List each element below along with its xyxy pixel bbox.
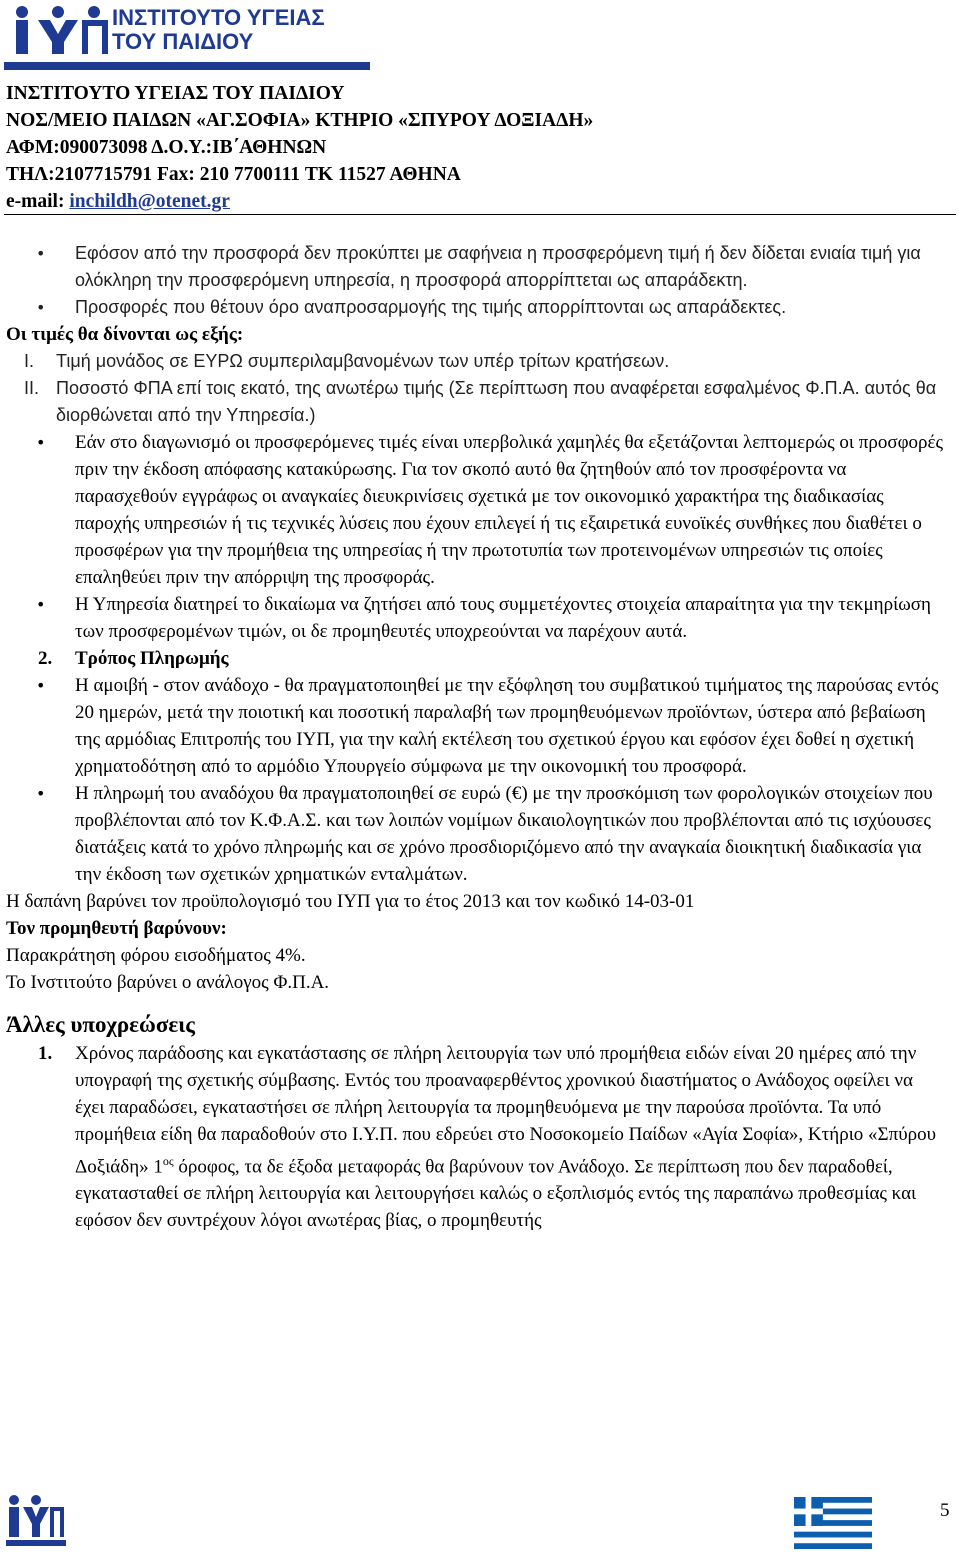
letterhead-details bbox=[6, 80, 593, 215]
greek-flag-icon bbox=[794, 1497, 872, 1549]
email-link[interactable]: inchildh@otenet.gr bbox=[69, 191, 230, 212]
bullet-item: • Εάν στο διαγωνισμό οι προσφερόμενες τιμές είναι υπερβολικά χαμηλές θα εξετάζονται λεπτομερώς οι προσφορές πριν την έκδοση απόφασης κατακύρωσης. Για τον σκοπό αυτό θα ζητηθούν από τον προσφέροντα να παρασχεθούν εγγράφως οι αναγκαίες διευκρινίσεις σχετικά με τον οικονομικό χαρακτήρα της διαδικασίας παροχής υπηρεσιών ή τις τεχνικές λύσεις που έχουν επιλεγεί ή τις εξαιρετικά ευνοϊκές συνθήκες που διαθέτει ο προσφέρων για την προμήθεια της υπηρεσίας ή την πρωτοτυπία των προτεινομένων υπηρεσιών τις οποίες επαληθεύει πριν την απόρριψη της προσφοράς. bbox=[0, 429, 960, 591]
roman-number: ΙΙ. bbox=[24, 378, 40, 398]
roman-item-2 bbox=[0, 375, 960, 429]
section-heading-payment bbox=[0, 645, 960, 672]
footer-iyp-logo-icon bbox=[6, 1494, 66, 1548]
roman-item-1 bbox=[0, 348, 960, 375]
logo-wordmark bbox=[112, 6, 325, 54]
supplier-heading: Τον προμηθευτή βαρύνουν: bbox=[6, 918, 227, 939]
prices-heading: Οι τιμές θα δίνονται ως εξής: bbox=[6, 324, 244, 345]
roman-number: Ι. bbox=[24, 351, 35, 371]
email-label: e-mail: bbox=[6, 191, 70, 212]
bullet-item: • Η πληρωμή του αναδόχου θα πραγματοποιηθεί σε ευρώ (€) με την προσκόμιση των φορολογικών στοιχείων που προβλέπονται από τον Κ.Φ.Α.Σ. και των λοιπών νομίμων δικαιολογητικών που προβλέπονται από τις ισχύουσες διατάξεις κατά το χρόνο πληρωμής και σε χρόνο προσδιοριζόμενο από την αναγκαία διοικητική διαδικασία για την έκδοση των σχετικών χρηματικών ενταλμάτων. bbox=[0, 780, 960, 888]
bullet-item: • Προσφορές που θέτουν όρο αναπροσαρμογής της τιμής απορρίπτονται ως απαράδεκτες. bbox=[0, 294, 960, 321]
obligation-item-1 bbox=[0, 1040, 960, 1234]
header-divider bbox=[4, 214, 956, 215]
vat-note: Το Ινστιτούτο βαρύνει ο ανάλογος Φ.Π.Α. bbox=[6, 972, 330, 993]
roman-text: Ποσοστό ΦΠΑ επί τοις εκατό, της ανωτέρω τιμής (Σε περίπτωση που αναφέρεται εσφαλμένος Φ.Π.Α. αυτός θα διορθώνεται από την Υπηρεσία.) bbox=[56, 378, 937, 425]
contact-phones: ΤΗΛ:2107715791 Fax: 210 7700111 ΤΚ 11527 ΑΘΗΝΑ bbox=[6, 164, 461, 185]
bullet-item: • Η αμοιβή - στον ανάδοχο - θα πραγματοποιηθεί με την εξόφληση του συμβατικού τιμήματος της παρούσας εντός 20 ημερών, μετά την ποιοτική και ποσοτική παραλαβή των προμηθευόμενων προϊόντων, ύστερα από βεβαίωση της αρμόδιας Επιτροπής του ΙΥΠ, για την καλή εκτέλεση του σχετικού έργου και εφόσον έχει δοθεί η σχετική χρηματοδότηση από το αρμόδιο Υπουργείο σύμφωνα με την οικονομική του προσφορά. bbox=[0, 672, 960, 780]
item-number: 1. bbox=[38, 1043, 53, 1064]
logo-line-1: ΙΝΣΤΙΤΟΥΤΟ ΥΓΕΙΑΣ bbox=[112, 5, 325, 30]
item-superscript: ος bbox=[162, 1154, 174, 1168]
item-text-b: όροφος, τα δε έξοδα μεταφοράς θα βαρύνουν τον Ανάδοχο. Σε περίπτωση που δεν παραδοθεί, εγκατασταθεί σε πλήρη λειτουργία και λειτουργήσει καλώς ο εξοπλισμός εντός της παραπάνω προθεσμίας και εφόσον δεν συντρέχουν λόγοι ανωτέρας βίας, ο προμηθευτής bbox=[75, 1156, 917, 1232]
item-text-a: Χρόνος παράδοσης και εγκατάστασης σε πλήρη λειτουργία των υπό προμήθεια ειδών είναι 20 ημέρες από την υπογραφή της σχετικής σύμβασης. Εντός του προαναφερθέντος χρονικού διαστήματος ο Ανάδοχος οφείλει να έχει παραδώσει, εγκαταστήσει σε πλήρη λειτουργία τα προμηθευόμενα με την παρούσα προϊόντα. Τα υπό προμήθεια είδη θα παραδοθούν στο Ι.Υ.Π. που εδρεύει στο Νοσοκομείο Παίδων «Αγία Σοφία», Κτήριο «Σπύρου Δοξιάδη» 1 bbox=[75, 1043, 937, 1178]
tax-info: ΑΦΜ:090073098 Δ.Ο.Υ.:ΙΒ΄ΑΘΗΝΩΝ bbox=[6, 137, 327, 158]
bullet-item: • Η Υπηρεσία διατηρεί το δικαίωμα να ζητήσει από τους συμμετέχοντες στοιχεία απαραίτητα για την τεκμηρίωση των προσφερομένων τιμών, οι δε προμηθευτές υποχρεούνται να παρέχουν αυτά. bbox=[0, 591, 960, 645]
section-title: Τρόπος Πληρωμής bbox=[75, 648, 229, 669]
roman-text: Τιμή μονάδος σε ΕΥΡΩ συμπεριλαμβανομένων των υπέρ τρίτων κρατήσεων. bbox=[56, 351, 670, 371]
letterhead bbox=[0, 0, 960, 220]
hospital-address: ΝΟΣ/ΜΕΙΟ ΠΑΙΔΩΝ «ΑΓ.ΣΟΦΙΑ» ΚΤΗΡΙΟ «ΣΠΥΡΟΥ ΔΟΞΙΑΔΗ» bbox=[6, 110, 594, 131]
section-number: 2. bbox=[38, 648, 53, 669]
logo-line-2: ΤΟΥ ΠΑΙΔΙΟΥ bbox=[112, 29, 254, 54]
logo-underline-bar bbox=[4, 62, 370, 70]
bullet-item: • Εφόσον από την προσφορά δεν προκύπτει με σαφήνεια η προσφερόμενη τιμή ή δεν δίδεται ενιαία τιμή για ολόκληρη την προσφερόμενη υπηρεσία, η προσφορά απορρίπτεται ως απαράδεκτη. bbox=[0, 240, 960, 294]
institute-name: ΙΝΣΤΙΤΟΥΤΟ ΥΓΕΙΑΣ ΤΟΥ ΠΑΙΔΙΟΥ bbox=[6, 83, 345, 104]
tax-withholding: Παρακράτηση φόρου εισοδήματος 4%. bbox=[6, 945, 306, 966]
budget-note: Η δαπάνη βαρύνει τον προϋπολογισμό του ΙΥΠ για το έτος 2013 και τον κωδικό 14-03-01 bbox=[6, 891, 695, 912]
page-number: 5 bbox=[940, 1500, 950, 1521]
other-obligations-heading: Άλλες υποχρεώσεις bbox=[6, 1012, 195, 1037]
document-body bbox=[0, 240, 960, 1234]
email-line bbox=[6, 188, 593, 215]
